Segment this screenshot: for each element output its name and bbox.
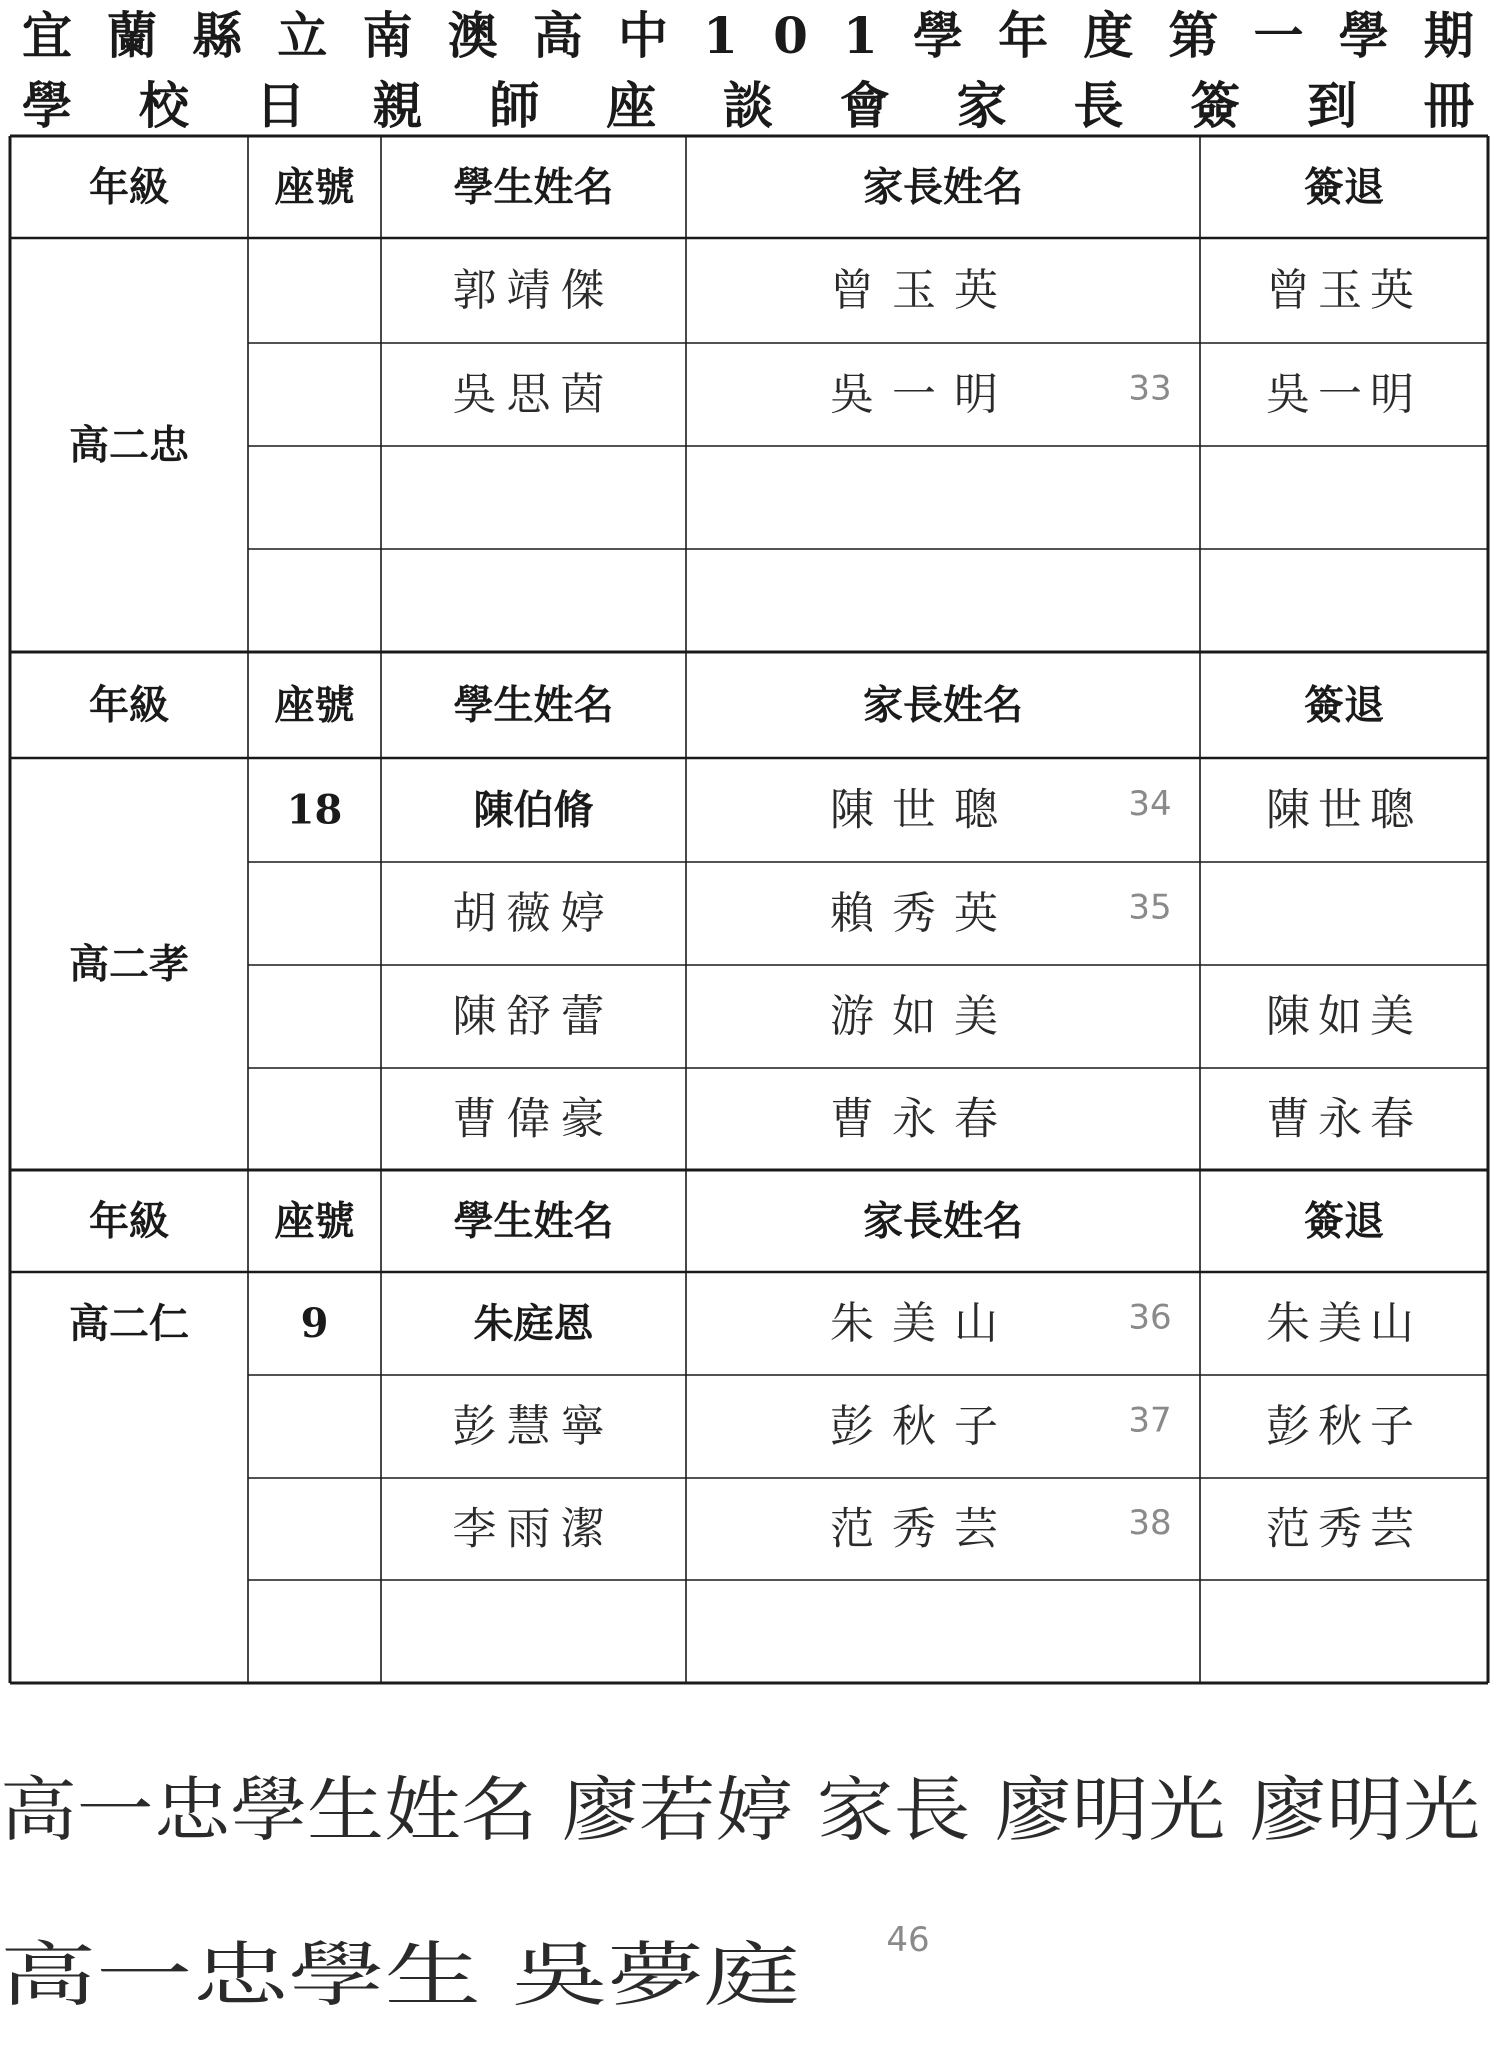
parent-name-handwritten: 陳世聰	[830, 784, 1016, 836]
student-name: 朱庭恩	[473, 1300, 594, 1347]
column-header-parent: 家長姓名	[863, 163, 1023, 211]
title-char: 到	[1307, 76, 1358, 135]
column-header-student: 學生姓名	[453, 163, 614, 211]
student-name-handwritten: 胡薇婷	[452, 888, 615, 939]
pencil-number: 36	[1128, 1297, 1172, 1338]
signout-handwritten: 吳一明	[1266, 369, 1422, 420]
pencil-number: 34	[1128, 784, 1172, 824]
parent-name-handwritten: 吳一明	[830, 369, 1016, 420]
title-char: 度	[1083, 6, 1134, 65]
pencil-number: 37	[1128, 1400, 1172, 1441]
title-char: 立	[277, 6, 328, 65]
student-name-handwritten: 陳舒蕾	[452, 991, 615, 1042]
parent-name-handwritten: 賴秀英	[830, 888, 1016, 939]
student-name-handwritten: 郭靖傑	[452, 265, 615, 316]
title-char: 第	[1168, 6, 1219, 65]
pencil-number: 33	[1128, 368, 1172, 409]
column-header-seat: 座號	[274, 1197, 355, 1245]
title-char: 會	[839, 76, 890, 135]
column-header-signout: 簽退	[1304, 163, 1384, 211]
parent-name-handwritten: 曾玉英	[830, 265, 1016, 316]
parent-name-handwritten: 彭秋子	[830, 1401, 1016, 1452]
column-header-grade: 年級	[89, 163, 169, 211]
title-char: 年	[998, 6, 1049, 65]
column-header-parent: 家長姓名	[863, 1197, 1023, 1245]
student-name-handwritten: 吳思茵	[452, 369, 615, 420]
title-char: 南	[362, 6, 413, 65]
signout-handwritten: 朱美山	[1266, 1298, 1422, 1349]
signout-handwritten: 曹永春	[1266, 1093, 1422, 1145]
title-char: 長	[1073, 76, 1124, 135]
title-char: 縣	[192, 6, 243, 65]
title-char: 學	[912, 6, 963, 65]
grade-label: 高二忠	[69, 421, 189, 469]
title-char: 日	[255, 76, 306, 135]
column-header-parent: 家長姓名	[863, 681, 1023, 729]
student-name-handwritten: 李雨潔	[452, 1503, 615, 1555]
seat-number: 18	[286, 786, 343, 834]
title-char: 高	[532, 6, 583, 65]
title-char: 一	[1253, 6, 1304, 65]
title-char: 期	[1423, 6, 1474, 65]
signout-handwritten: 范秀芸	[1266, 1503, 1422, 1555]
handwritten-note: 高一忠學生 吳夢庭	[0, 1934, 800, 2016]
title-char: 蘭	[107, 6, 158, 65]
title-char: 校	[138, 76, 189, 135]
column-header-student: 學生姓名	[453, 681, 614, 729]
column-header-student: 學生姓名	[453, 1197, 614, 1245]
title-char: 中	[617, 6, 668, 65]
title-char: 座	[606, 76, 657, 135]
title-char: 簽	[1190, 76, 1241, 135]
column-header-signout: 簽退	[1304, 1197, 1384, 1245]
title-char: 1	[703, 6, 738, 65]
pencil-number: 35	[1128, 887, 1172, 928]
signout-handwritten: 陳世聰	[1266, 784, 1422, 836]
grade-label: 高二仁	[69, 1300, 189, 1347]
handwritten-note: 高一忠學生姓名 廖若婷 家長 廖明光 廖明光	[0, 1769, 1480, 1851]
title-char: 學	[1338, 6, 1389, 65]
title-char: 宜	[22, 6, 72, 65]
parent-name-handwritten: 游如美	[830, 991, 1016, 1042]
title-char: 澳	[447, 6, 498, 65]
parent-name-handwritten: 范秀芸	[830, 1503, 1016, 1555]
title-char: 談	[722, 76, 773, 135]
title-char: 學	[22, 76, 72, 135]
parent-name-handwritten: 曹永春	[830, 1093, 1016, 1145]
column-header-grade: 年級	[89, 681, 169, 729]
parent-name-handwritten: 朱美山	[830, 1298, 1016, 1349]
title-char: 冊	[1423, 76, 1474, 135]
student-name-handwritten: 彭慧寧	[452, 1401, 615, 1452]
column-header-seat: 座號	[274, 681, 355, 729]
pencil-number: 38	[1128, 1503, 1172, 1543]
seat-number: 9	[300, 1300, 329, 1347]
grade-label: 高二孝	[69, 940, 189, 988]
pencil-page-mark: 46	[886, 1920, 930, 1960]
title-char: 0	[773, 6, 808, 65]
signout-handwritten: 曾玉英	[1266, 265, 1422, 316]
title-char: 師	[489, 76, 540, 135]
column-header-seat: 座號	[274, 163, 355, 211]
title-char: 1	[843, 6, 878, 65]
signout-handwritten: 陳如美	[1266, 991, 1422, 1042]
student-name: 陳伯脩	[473, 786, 594, 834]
signout-handwritten: 彭秋子	[1266, 1401, 1422, 1452]
column-header-grade: 年級	[89, 1197, 169, 1245]
title-char: 親	[372, 76, 423, 135]
title-char: 家	[956, 76, 1007, 135]
column-header-signout: 簽退	[1304, 681, 1384, 729]
student-name-handwritten: 曹偉豪	[452, 1093, 615, 1145]
